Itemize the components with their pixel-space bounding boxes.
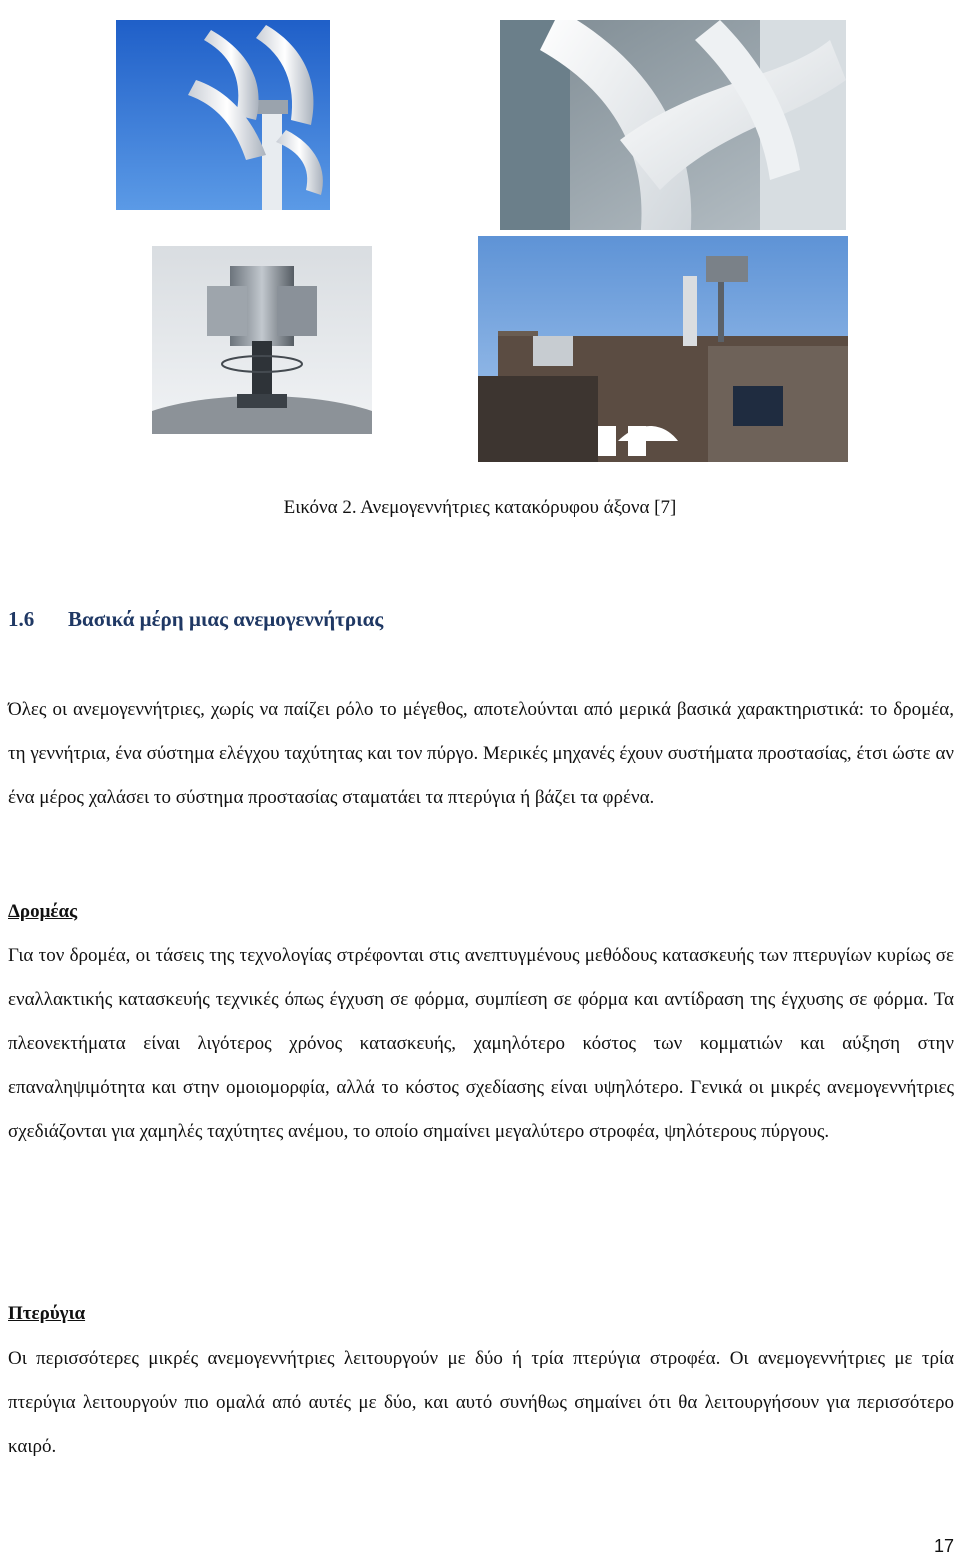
photo-turbine-on-roof: [152, 246, 372, 434]
section-number: 1.6: [8, 607, 35, 631]
photo-helical-turbine-sky: [116, 20, 330, 210]
turbine-photo-4: [478, 236, 848, 462]
page-number: 17: [933, 1536, 954, 1556]
figure-caption: Εικόνα 2. Ανεμογεννήτριες κατακόρυφου άξονα [7]: [283, 497, 677, 518]
section-heading: [8, 604, 383, 634]
turbine-photo-3: [152, 246, 372, 434]
rotor-heading: Δρομέας: [8, 901, 78, 922]
turbine-photo-1: [116, 20, 330, 210]
photo-building-rooftop-turbines: [478, 236, 848, 462]
blades-paragraph: Οι περισσότερες μικρές ανεμογεννήτριες λειτουργούν με δύο ή τρία πτερύγια στροφέα. Οι ανεμογεννήτριες με τρία πτερύγια λειτουργούν πιο ομαλά από αυτές με δύο, και αυτό συνήθως σημαίνει ότι θα λειτουργήσουν για περισσότερο καιρό.: [8, 1348, 954, 1457]
rotor-paragraph: Για τον δρομέα, οι τάσεις της τεχνολογίας στρέφονται στις ανεπτυγμένους μεθόδους κατασκευής των πτερυγίων κυρίως σε εναλλακτικής κατασκευής τεχνικές όπως έγχυση σε φόρμα, συμπίεση σε φόρμα και αντίδραση της έγχυσης σε φόρμα. Τα πλεονεκτήματα είναι λιγότερος χρόνος κατασκευής, χαμηλότερο κόστος των κομματιών και αύξηση στην επαναληψιμότητα και στην ομοιομορφία, αλλά το κόστος σχεδίασης είναι υψηλότερο. Γενικά οι μικρές ανεμογεννήτριες σχεδιάζονται για χαμηλές ταχύτητες ανέμου, το οποίο σημαίνει μεγαλύτερο στροφέα, ψηλότερους πύργους.: [8, 945, 954, 1142]
section-title: Βασικά μέρη μιας ανεμογεννήτριας: [68, 607, 384, 631]
intro-paragraph: Όλες οι ανεμογεννήτριες, χωρίς να παίζει ρόλο το μέγεθος, αποτελούνται από μερικά βασικά χαρακτηριστικά: το δρομέα, τη γεννήτρια, ένα σύστημα ελέγχου ταχύτητας και τον πύργο. Μερικές μηχανές έχουν συστήματα προστασίας, έτσι ώστε αν ένα μέρος χαλάσει το σύστημα προστασίας σταματάει τα πτερύγια ή βάζει τα φρένα.: [8, 699, 954, 808]
photo-helical-blades-closeup: [500, 20, 846, 230]
turbine-photo-2: [500, 20, 846, 230]
blades-heading: Πτερύγια: [8, 1303, 86, 1324]
